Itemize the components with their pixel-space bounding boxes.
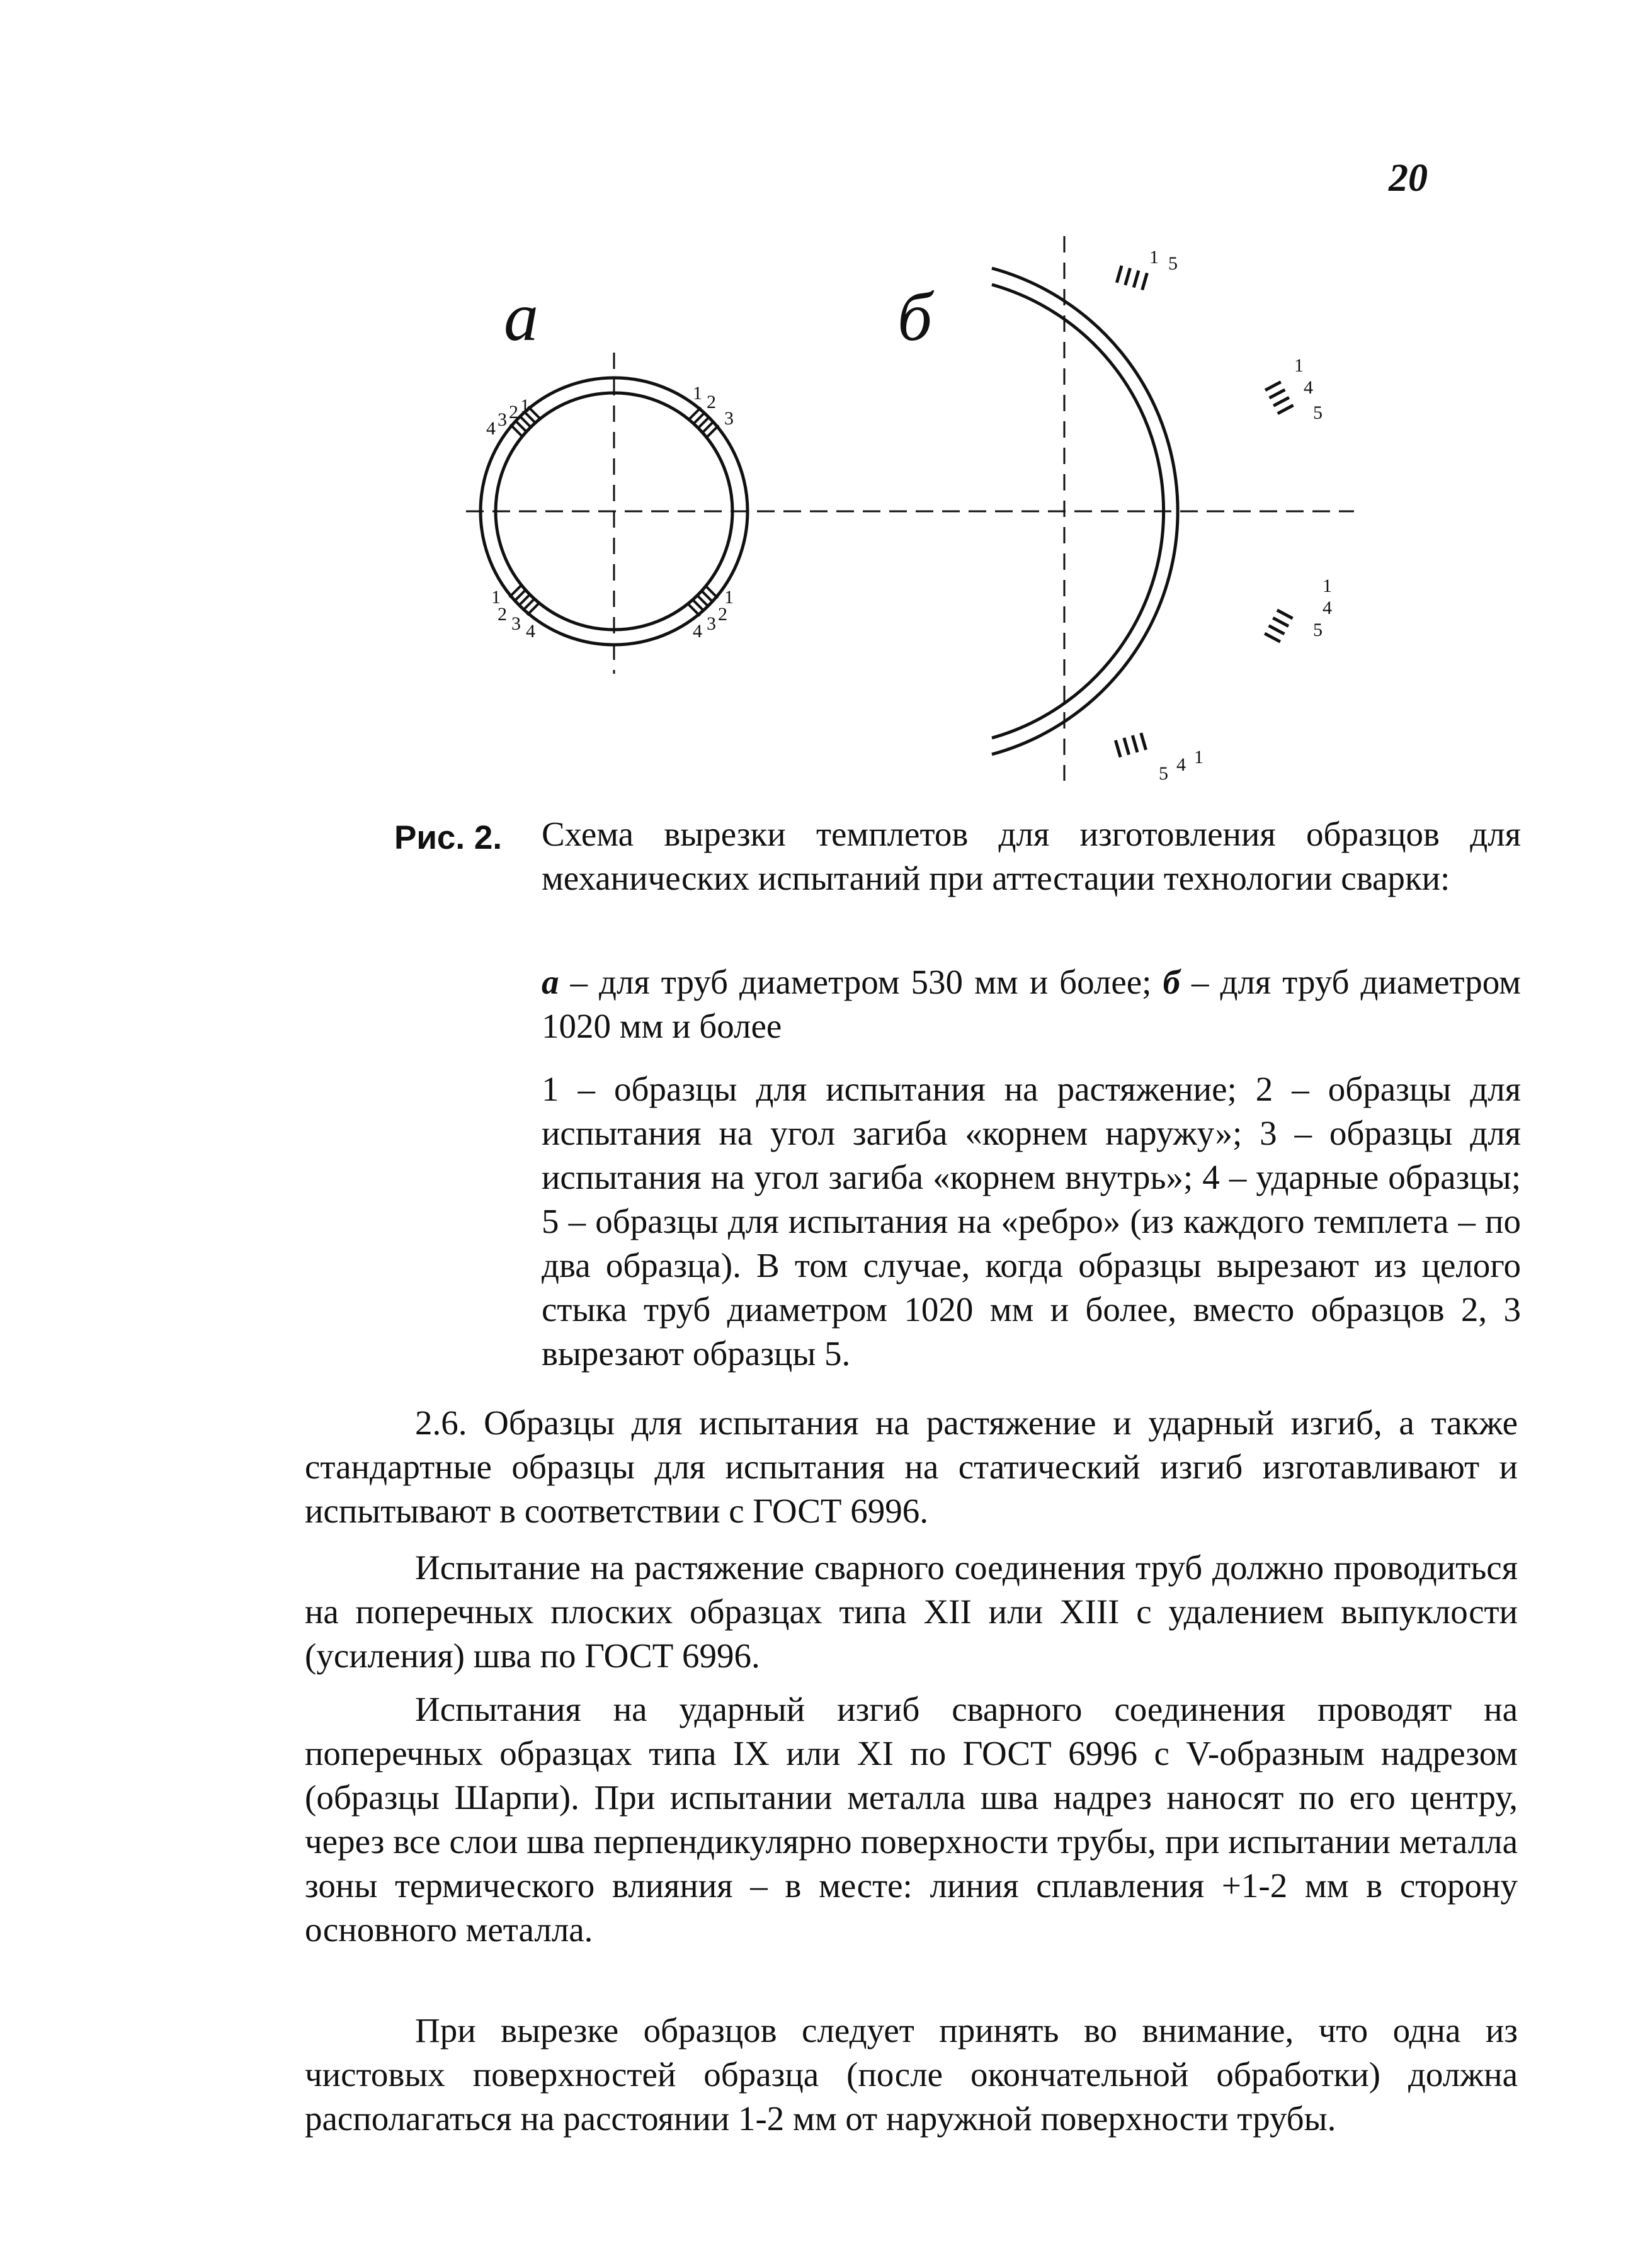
mark-a-br-4: 4 (693, 621, 702, 642)
legend-a-text: – для труб диаметром 530 мм и более; (559, 963, 1163, 1001)
panel-a-label: а (504, 278, 538, 355)
mark-b-bot-4: 4 (1176, 754, 1186, 775)
mark-b-top-1: 1 (1149, 247, 1159, 268)
mark-b-lr-4: 4 (1323, 598, 1332, 618)
figure-caption-legend-numbers: 1 – образцы для испытания на растяжение; 2 – образцы для испытания на угол загиба «корнем наружу»; 3 – образцы для испытания на угол загиба «корнем внутрь»; 4 – ударные образцы; 5 – образцы для испытания на «ребро» (из каждого темплета – по два образца). В том случае, когда образцы вырезают из целого стыка труб диаметром 1020 мм и более, вместо образцов 2, 3 вырезают образцы 5. (542, 1070, 1521, 1373)
mark-a-tr-1: 1 (693, 383, 702, 404)
mark-a-br-3: 3 (707, 613, 716, 634)
mark-a-tr-3: 3 (724, 408, 734, 429)
mark-b-ur-1: 1 (1294, 355, 1304, 376)
mark-b-ur-4: 4 (1304, 377, 1313, 398)
mark-a-br-2: 2 (718, 604, 727, 625)
paragraph-cutting-note: При вырезке образцов следует принять во внимание, что одна из чистовых поверхностей образца (после окончательной обработки) должна располагаться на расстоянии 1-2 мм от наружной поверхности трубы. (305, 2011, 1518, 2138)
paragraph-impact-test: Испытания на ударный изгиб сварного соединения проводят на поперечных образцах типа IX или XI по ГОСТ 6996 с V-образным надрезом (образцы Шарпи). При испытании металла шва надрез наносят по его центру, через все слои шва перпендикулярно поверхности трубы, при испытании металла зоны термического влияния – в месте: линия сплавления +1-2 мм в сторону основного металла. (305, 1690, 1518, 1949)
mark-b-bot-1: 1 (1194, 747, 1203, 768)
mark-b-ur-5: 5 (1313, 402, 1323, 423)
figure-cutting-scheme (0, 0, 1650, 812)
page-number: 20 (1389, 157, 1428, 200)
mark-a-tl-3: 3 (498, 409, 507, 430)
mark-b-top-5: 5 (1168, 253, 1178, 274)
mark-a-tr-2: 2 (707, 392, 716, 412)
legend-b-text: – для труб диаметром 1020 мм и более (542, 963, 1521, 1045)
mark-a-tl-1: 1 (520, 395, 530, 416)
mark-b-lr-1: 1 (1323, 576, 1332, 596)
mark-a-br-1: 1 (724, 587, 734, 608)
mark-b-lr-5: 5 (1313, 620, 1323, 640)
figure-caption-label: Рис. 2. (394, 819, 503, 856)
mark-a-bl-3: 3 (511, 613, 521, 634)
legend-a-key: а (542, 963, 559, 1001)
figure-caption-title: Схема вырезки темплетов для изготовления образцов для механических испытаний при аттестации технологии сварки: (542, 815, 1521, 897)
mark-a-tl-4: 4 (486, 418, 496, 439)
paragraph-tensile-test: Испытание на растяжение сварного соединения труб должно проводиться на поперечных плоских образцах типа XII или XIII с удалением выпуклости (усиления) шва по ГОСТ 6996. (305, 1548, 1518, 1675)
panel-b-label: б (897, 278, 933, 355)
mark-a-bl-1: 1 (491, 587, 501, 608)
mark-b-bot-5: 5 (1159, 763, 1168, 784)
mark-a-tl-2: 2 (509, 402, 518, 422)
paragraph-2-6: 2.6. Образцы для испытания на растяжение и ударный изгиб, а также стандартные образцы для испытания на статический изгиб изготавливают и испытывают в соответствии с ГОСТ 6996. (305, 1403, 1518, 1530)
mark-a-bl-2: 2 (498, 604, 507, 625)
figure-caption-legend-ab (542, 960, 1521, 1048)
mark-a-bl-4: 4 (526, 621, 535, 642)
legend-b-key: б (1163, 963, 1180, 1001)
